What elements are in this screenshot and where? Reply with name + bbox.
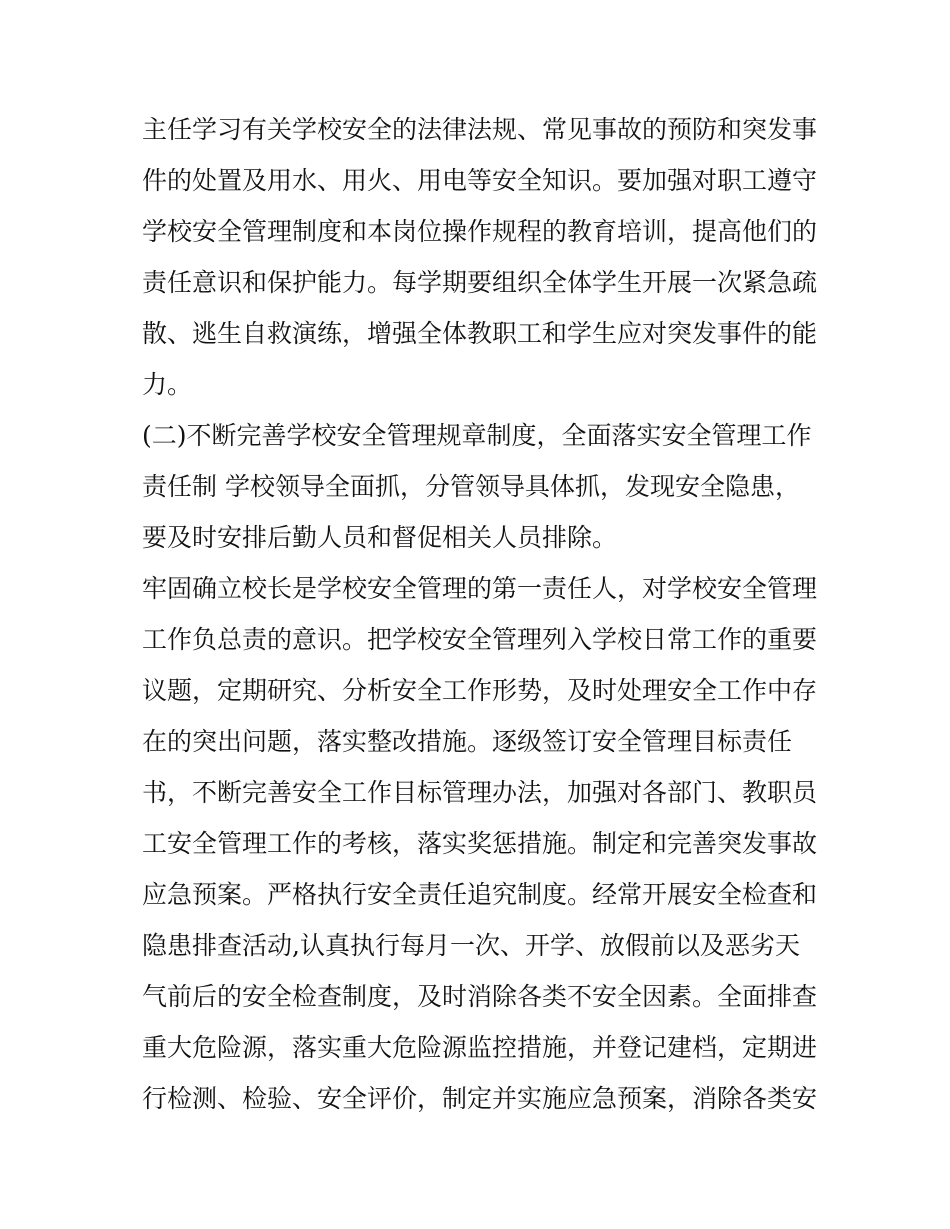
text-line: 隐患排查活动,认真执行每月一次、开学、放假前以及恶劣天	[142, 931, 800, 960]
text-line: (二)不断完善学校安全管理规章制度，全面落实安全管理工作	[142, 421, 812, 450]
text-line: 气前后的安全检查制度，及时消除各类不安全因素。全面排查	[142, 982, 818, 1011]
text-line: 牢固确立校长是学校安全管理的第一责任人，对学校安全管理	[142, 574, 818, 603]
text-line: 书，不断完善安全工作目标管理办法，加强对各部门、教职员	[142, 778, 818, 807]
text-line: 议题，定期研究、分析安全工作形势，及时处理安全工作中存	[142, 676, 818, 705]
text-line: 主任学习有关学校安全的法律法规、常见事故的预防和突发事	[142, 115, 818, 144]
text-line: 学校安全管理制度和本岗位操作规程的教育培训，提高他们的	[142, 217, 818, 246]
text-line: 行检测、检验、安全评价，制定并实施应急预案，消除各类安	[142, 1084, 818, 1113]
text-line: 力。	[142, 370, 193, 399]
text-line: 重大危险源，落实重大危险源监控措施，并登记建档，定期进	[142, 1033, 818, 1062]
text-line: 应急预案。严格执行安全责任追究制度。经常开展安全检查和	[142, 880, 818, 909]
text-line: 工安全管理工作的考核，落实奖惩措施。制定和完善突发事故	[142, 829, 818, 858]
text-line: 责任制 学校领导全面抓，分管领导具体抓，发现安全隐患，	[142, 472, 800, 501]
text-line: 散、逃生自救演练，增强全体教职工和学生应对突发事件的能	[142, 319, 818, 348]
text-line: 工作负总责的意识。把学校安全管理列入学校日常工作的重要	[142, 625, 818, 654]
text-line: 件的处置及用水、用火、用电等安全知识。要加强对职工遵守	[142, 166, 818, 195]
text-line: 在的突出问题，落实整改措施。逐级签订安全管理目标责任	[142, 727, 793, 756]
text-line: 责任意识和保护能力。每学期要组织全体学生开展一次紧急疏	[142, 268, 818, 297]
text-line: 要及时安排后勤人员和督促相关人员排除。	[142, 523, 618, 552]
document-body	[142, 104, 822, 1124]
